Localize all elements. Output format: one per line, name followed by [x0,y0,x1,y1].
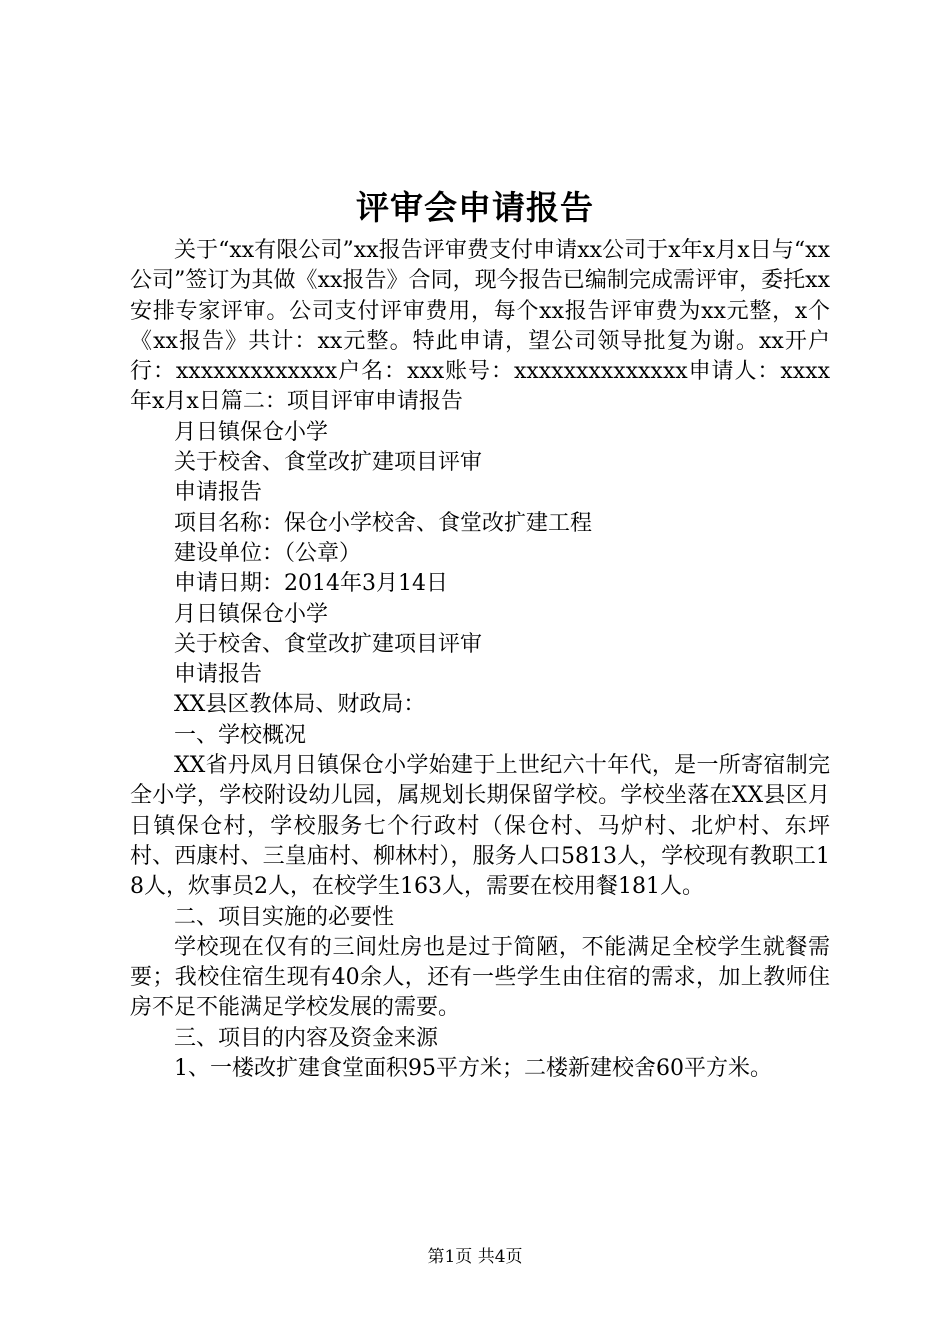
paragraph-project-subject-2: 关于校舍、食堂改扩建项目评审 [174,631,483,657]
paragraph-school-name-2: 月日镇保仓小学 [174,601,329,627]
paragraph-construction-unit: 建设单位：（公章） [174,540,362,566]
paragraph-addressee: XX县区教体局、财政局： [174,692,426,718]
paragraph-school-overview: XX省丹凤月日镇保仓小学始建于上世纪六十年代，是一所寄宿制完全小学，学校附设幼儿园，属规划长期保留学校。学校坐落在XX县区月日镇保仓村，学校服务七个行政村（保仓村、马炉村、北炉村、东坪村、西康村、三皇庙村、柳林村），服务人口5813人，学校现有教职工18人，炊事员2人，在校学生163人，需要在校用餐181人。 [130,753,830,900]
paragraph-application-date: 申请日期：2014年3月14日 [174,571,448,597]
paragraph-report-heading: 申请报告 [174,480,263,506]
paragraph-content-item-1: 1、一楼改扩建食堂面积95平方米；二楼新建校舍60平方米。 [174,1056,772,1082]
document-title: 评审会申请报告 [356,188,594,227]
paragraph-necessity: 学校现在仅有的三间灶房也是过于简陋，不能满足全校学生就餐需要；我校住宿生现有40余人，还有一些学生由住宿的需求，加上教师住房不足不能满足学校发展的需要。 [130,934,830,1021]
paragraph-school-name: 月日镇保仓小学 [174,419,329,445]
paragraph-intro: 关于“xx有限公司”xx报告评审费支付申请xx公司于x年x月x日与“xx公司”签订为其做《xx报告》合同，现今报告已编制完成需评审，委托xx安排专家评审。公司支付评审费用，每个xx报告评审费为xx元整，x个《xx报告》共计：xx元整。特此申请，望公司领导批复为谢。xx开户行：xxxxxxxxxxxxx户名：xxx账号：xxxxxxxxxxxxxx申请人：xxxx年x月x日篇二：项目评审申请报告 [130,238,830,415]
page-footer: 第1页 共4页 [427,1247,523,1267]
paragraph-project-subject: 关于校舍、食堂改扩建项目评审 [174,450,483,476]
paragraph-report-heading-2: 申请报告 [174,662,263,688]
section-heading-school-overview: 一、学校概况 [174,722,307,748]
section-heading-necessity: 二、项目实施的必要性 [174,904,395,930]
paragraph-project-name: 项目名称：保仓小学校舍、食堂改扩建工程 [174,510,593,536]
section-heading-content-funding: 三、项目的内容及资金来源 [174,1025,439,1051]
document-body [130,236,830,1084]
